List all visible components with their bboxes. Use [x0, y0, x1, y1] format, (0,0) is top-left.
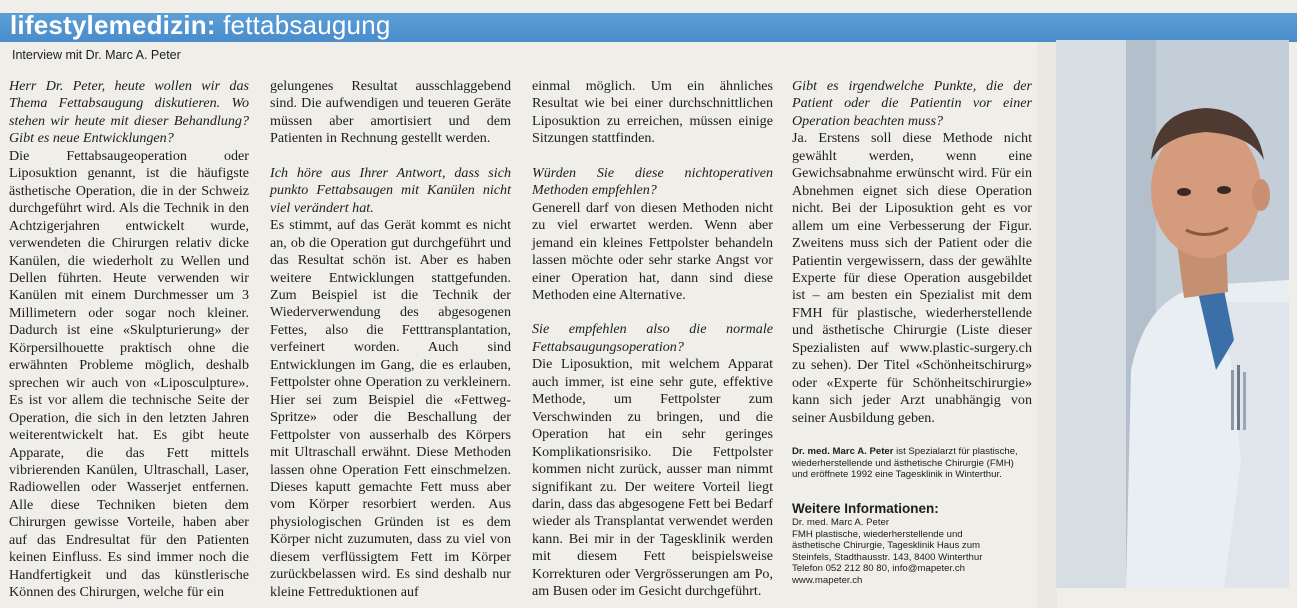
- doctor-portrait-illustration: [1056, 40, 1289, 588]
- paragraph-gap: [270, 148, 511, 165]
- paragraph-gap: [532, 148, 773, 165]
- author-bio-text: ist Spezialarzt für plastische, wiederherstellende und ästhetische Chirurgie (FMH) und eröffnete 1992 eine Tagesklinik in Winterthur.: [792, 446, 1018, 481]
- article-column-1: [9, 78, 249, 602]
- section-banner: [0, 10, 1297, 42]
- author-name: Dr. med. Marc A. Peter: [792, 446, 894, 457]
- portrait-photo: [1056, 40, 1289, 588]
- interview-answer: Ja. Erstens soll diese Methode nicht gewählt werden, wenn eine Gewichsabnahme erwünscht wird. Für ein Abnehmen eignet sich diese Operation nicht. Bei der Liposuktion geht es vor allem um eine Verbesserung der Figur. Zweitens muss sich der Patient oder die Patientin vergewissern, dass der gewählte Experte für diese Operation ausgebildet ist – am besten ein Spezialist mit dem FMH für plastische, wiederherstellende und ästhetische Chirurgie (Liste dieser Spezialisten auf www.plastic-surgery.ch zu sehen). Der Titel «Schönheitschirurg» oder «Experte für Schönheitschirurgie» kann sich jeder Arzt unabhängig von seiner Ausbildung geben.: [792, 130, 1032, 426]
- interview-question: Ich höre aus Ihrer Antwort, dass sich punkto Fettabsaugen mit Kanülen nicht viel verändert hat.: [270, 164, 511, 216]
- contact-line: Dr. med. Marc A. Peter: [792, 517, 890, 528]
- interview-answer: Die Liposuktion, mit welchem Apparat auch immer, ist eine sehr gute, effektive Methode, um Fettpolster zum Verschwinden zu bringen, und die Operation hat ein sehr geringes Komplikationsrisiko. Die Fettpolster kommen nicht zurück, ausser man nimmt signifikant zu. Der weitere Vorteil liegt darin, dass das abgesogene Fett bei Bedarf wieder als Transplantat verwendet werden kann. Bei mir in der Tagesklinik werden mit diesem Fett beispielsweise Korrekturen oder Vergrösserungen am Po, am Busen oder im Gesicht durchgeführt.: [532, 356, 773, 600]
- article-column-2: [270, 78, 511, 601]
- info-heading: Weitere Informationen:: [792, 501, 939, 516]
- interview-answer: Generell darf von diesen Methoden nicht zu viel erwartet werden. Wenn aber jemand ein kleines Fettpolster behandeln lassen möchte oder sehr starke Angst vor einer Operation hat, dann sind diese Methoden eine Alternative.: [532, 199, 773, 303]
- contact-line: Telefon 052 212 80 80, info@mapeter.ch: [792, 563, 965, 575]
- contact-line: www.mapeter.ch: [792, 574, 863, 586]
- contact-info: [792, 517, 1032, 587]
- article-column-4: [792, 78, 1032, 427]
- contact-line: FMH plastische, wiederherstellende und: [792, 528, 963, 540]
- interview-question: Gibt es irgendwelche Punkte, die der Patient oder die Patientin vor einer Operation beachten muss?: [792, 78, 1032, 129]
- article-subtitle: Interview mit Dr. Marc A. Peter: [12, 48, 181, 62]
- section-title: lifestylemedizin: fettabsaugung: [10, 10, 391, 40]
- interview-question: Sie empfehlen also die normale Fettabsaugungsoperation?: [532, 321, 773, 355]
- interview-answer: gelungenes Resultat ausschlaggebend sind. Die aufwendigen und teueren Geräte müssen aber amortisiert und dem Patienten in Rechnung gestellt werden.: [270, 78, 511, 147]
- interview-answer: Es stimmt, auf das Gerät kommt es nicht an, ob die Operation gut durchgeführt und das Resultat schön ist. Aber es haben weitere Entwicklungen stattgefunden. Zum Beispiel ist die Technik der Wiederverwendung des abgesogenen Fettes, also die Fetttransplantation, verfeinert worden. Auch sind Entwicklungen im Gang, die es erlauben, Fettpolster ohne Operation zu verkleinern. Hier sei zum Beispiel die «Fettweg-Spritze» oder die Beschallung der Fettpolster von ausserhalb des Körpers mit Ultraschall erwähnt. Diese Methoden lassen ohne Operation Fett einschmelzen. Dieses kaputt gemachte Fett muss aber vom Körper resorbiert werden. Aus physiologischen Gründen ist es dem Körper nicht zuzumuten, dass zu viel von diesem verflüssigtem Fett im Körper zurückbelassen wird. Es sind deshalb nur kleine Fettreduktionen auf: [270, 217, 511, 600]
- interview-answer: einmal möglich. Um ein ähnliches Resultat wie bei einer durchschnittlichen Liposuktion zu erreichen, müssen einige Sitzungen stattfinden.: [532, 78, 773, 147]
- article-column-3: [532, 78, 773, 601]
- page-gutter: [1037, 42, 1057, 608]
- contact-line: ästhetische Chirurgie, Tagesklinik Haus zum: [792, 540, 981, 552]
- paragraph-gap: [532, 304, 773, 321]
- interview-question: Würden Sie diese nichtoperativen Methoden empfehlen?: [532, 164, 773, 199]
- interview-question: Herr Dr. Peter, heute wollen wir das Thema Fettabsaugung diskutieren. Wo stehen wir heute mit dieser Behandlung? Gibt es neue Entwicklungen?: [9, 78, 249, 147]
- contact-line: Steinfels, Stadthausstr. 143, 8400 Winterthur: [792, 551, 983, 563]
- author-bio: [792, 446, 1032, 481]
- interview-answer: Die Fettabsaugeoperation oder Liposuktion genannt, ist die häufigste ästhetische Operation, die in der Schweiz durchgeführt wird. Als die Technik in den Achtzigerjahren entwickelt wurde, verwendeten die Chirurgen relativ dicke Kanülen, die wiederholt zu Wellen und Dellen führten. Heute verwenden wir Kanülen mit einem Durchmesser um 3 Millimetern oder sogar noch kleiner. Dadurch ist eine «Skulpturierung» der Körpersilhouette praktisch ohne die erwähnten Probleme möglich, deshalb sprechen wir auch von «Liposculpture». Es ist vor allem die technische Seite der Operation, die sich in den letzten Jahren weiterentwickelt hat. Es gibt heute Apparate, die das Fett mittels vibrierenden Kanülen, Ultraschall, Laser, Radiowellen oder Wasserjet entfernen. Alle diese Techniken bieten dem Chirurgen gewisse Vorteile, haben aber auf das Endresultat für den Patienten keinen Einfluss. Es sind immer noch die Handfertigkeit und das künstlerische Können des Chirurgen, welche für ein: [9, 147, 249, 601]
